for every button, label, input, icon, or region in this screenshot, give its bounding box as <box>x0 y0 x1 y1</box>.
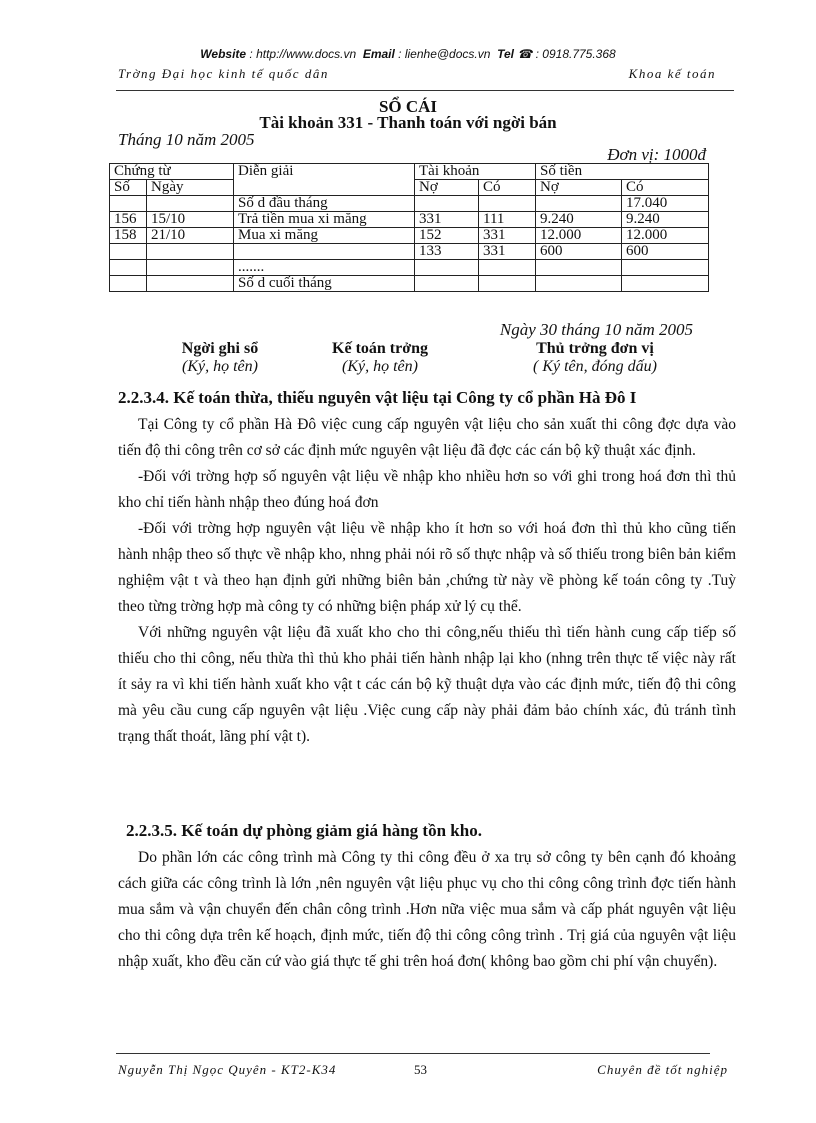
table-cell: 12.000 <box>622 228 709 244</box>
table-cell: 331 <box>415 212 479 228</box>
website-label: Website <box>200 47 247 61</box>
paragraph: Với những nguyên vật liệu đã xuất kho cho thi công,nếu thiếu thì tiến hành cung cấp tiếp số thiếu cho thi công, nếu thừa thì thủ kho phải tiến hành nhập lại kho (nhng trên thực tế việc này rất ít sảy ra vì khi tiến hành xuất kho vật t các cán bộ kỹ thuật dựa vào các định mức, tiến độ thi công mà yêu cầu cung cấp nguyên vật liệu .Việc cung cấp này phải đảm bảo chính xác, đủ tránh tình trạng thất thoát, lãng phí vật t). <box>118 624 736 745</box>
signature-title: Thủ trởng đơn vị <box>536 340 654 357</box>
table-cell <box>147 260 234 276</box>
table-cell <box>479 276 536 292</box>
section-heading-2-2-3-5: 2.2.3.5. Kế toán dự phòng giảm giá hàng tồn kho. <box>126 821 482 840</box>
header-cell: Tài khoản <box>415 164 536 180</box>
table-cell: 21/10 <box>147 228 234 244</box>
signature-title: Ngời ghi sổ <box>181 340 259 357</box>
ledger-subtitle: Tài khoản 331 - Thanh toán với ngời bán <box>259 113 557 132</box>
table-cell: 331 <box>479 228 536 244</box>
section-body-2-2-3-5 <box>118 845 736 975</box>
table-cell <box>110 260 147 276</box>
footer-divider <box>116 1053 710 1054</box>
section-body-2-2-3-4 <box>118 412 736 750</box>
header-cell: Số tiền <box>536 164 709 180</box>
page-number: 53 <box>414 1062 427 1077</box>
table-cell <box>415 260 479 276</box>
table-cell: Mua xi măng <box>234 228 415 244</box>
ledger-month: Tháng 10 năm 2005 <box>118 130 255 149</box>
phone-icon: ☎ <box>517 47 533 61</box>
table-cell <box>110 276 147 292</box>
header-cell: Số <box>110 180 147 196</box>
table-cell: 600 <box>622 244 709 260</box>
signature-subtitle: ( Ký tên, đóng dấu) <box>533 358 657 375</box>
table-cell <box>479 260 536 276</box>
table-row <box>110 244 709 260</box>
table-cell <box>479 196 536 212</box>
website-line <box>0 47 816 61</box>
table-cell: ....... <box>234 260 415 276</box>
table-cell: 9.240 <box>622 212 709 228</box>
header-faculty: Khoa kế toán <box>628 66 716 81</box>
signature-subtitle: (Ký, họ tên) <box>182 358 258 375</box>
table-cell: 111 <box>479 212 536 228</box>
header-cell: Nợ <box>536 180 622 196</box>
table-cell <box>415 196 479 212</box>
header-cell: Ngày <box>147 180 234 196</box>
table-cell <box>147 276 234 292</box>
signature-date: Ngày 30 tháng 10 năm 2005 <box>499 320 693 339</box>
table-cell: 15/10 <box>147 212 234 228</box>
signature-block-recorder <box>160 340 280 376</box>
table-cell <box>234 244 415 260</box>
table-cell: 600 <box>536 244 622 260</box>
table-cell <box>415 276 479 292</box>
footer-thesis-label: Chuyên đề tốt nghiệp <box>597 1062 728 1077</box>
table-row <box>110 212 709 228</box>
table-cell <box>622 260 709 276</box>
table-cell <box>536 276 622 292</box>
table-row <box>110 276 709 292</box>
table-cell: 133 <box>415 244 479 260</box>
table-row <box>110 228 709 244</box>
tel-value: : 0918.775.368 <box>535 47 616 61</box>
ledger-unit: Đơn vị: 1000đ <box>607 145 706 164</box>
table-cell: 156 <box>110 212 147 228</box>
table-cell <box>110 244 147 260</box>
ledger-title: SỔ CÁI <box>378 97 438 116</box>
table-row <box>110 196 709 212</box>
table-cell: Trả tiền mua xi măng <box>234 212 415 228</box>
email-label: Email <box>362 47 395 61</box>
table-cell: Số d cuối tháng <box>234 276 415 292</box>
signature-subtitle: (Ký, họ tên) <box>342 358 418 375</box>
header-cell: Chứng từ <box>110 164 234 180</box>
header-university: Trờng Đại học kinh tế quốc dân <box>118 66 329 81</box>
signature-block-chief-accountant <box>305 340 455 376</box>
table-cell: Số d đầu tháng <box>234 196 415 212</box>
table-cell: 12.000 <box>536 228 622 244</box>
paragraph: Do phần lớn các công trình mà Công ty thi công đều ở xa trụ sở công ty bên cạnh đó khoảng cách giữa các công trình là lớn ,nên nguyên vật liệu phục vụ cho thi công công trình đợc tiến hành mua sắm và vận chuyển đến chân công trình .Hơn nữa việc mua sắm và cấp phát nguyên vật liệu cho thi công dựa trên kế hoạch, định mức, tiến độ thi công công trình . Trị giá của nguyên vật liệu nhập xuất, kho đều căn cứ vào giá thực tế ghi trên hoá đơn( không bao gồm chi phí vận chuyển). <box>118 849 736 970</box>
header-cell: Diễn giải <box>234 164 415 196</box>
table-cell: 9.240 <box>536 212 622 228</box>
table-cell <box>110 196 147 212</box>
table-cell: 158 <box>110 228 147 244</box>
website-value[interactable]: : http://www.docs.vn <box>249 47 357 61</box>
table-cell <box>147 244 234 260</box>
table-row <box>110 260 709 276</box>
paragraph: -Đối với trờng hợp nguyên vật liệu về nhập kho ít hơn so với hoá đơn thì thủ kho cũng tiến hành nhập theo số thực về nhập kho, nhng phải nói rõ số thực nhập và số thiếu trong biên bản kiểm nghiệm vật t và theo hạn định gửi những biên bản ,chứng từ này về phòng kế toán công ty .Tuỳ theo từng trờng hợp mà công ty có những biện pháp xử lý cụ thể. <box>118 520 736 615</box>
table-cell: 331 <box>479 244 536 260</box>
table-header-row <box>110 164 709 180</box>
table-cell: 152 <box>415 228 479 244</box>
header-cell: Có <box>622 180 709 196</box>
header-cell: Nợ <box>415 180 479 196</box>
table-cell <box>536 196 622 212</box>
paragraph: -Đối với trờng hợp số nguyên vật liệu về nhập kho nhiều hơn so với ghi trong hoá đơn thì thủ kho chỉ tiến hành nhập theo đúng hoá đơn <box>118 468 736 511</box>
table-cell <box>622 276 709 292</box>
table-cell <box>536 260 622 276</box>
signature-title: Kế toán trởng <box>332 340 428 357</box>
header-cell: Có <box>479 180 536 196</box>
section-heading-2-2-3-4: 2.2.3.4. Kế toán thừa, thiếu nguyên vật liệu tại Công ty cổ phần Hà Đô I <box>118 388 637 407</box>
email-value[interactable]: : lienhe@docs.vn <box>398 47 491 61</box>
table-cell <box>147 196 234 212</box>
header-divider <box>116 90 734 91</box>
paragraph: Tại Công ty cổ phần Hà Đô việc cung cấp nguyên vật liệu cho sản xuất thi công đợc dựa vào tiến độ thi công trên cơ sở các định mức nguyên vật liệu đã đợc các cán bộ kỹ thuật xác định. <box>118 416 736 459</box>
footer-author: Nguyễn Thị Ngọc Quyên - KT2-K34 <box>118 1062 337 1077</box>
table-cell: 17.040 <box>622 196 709 212</box>
signature-block-director <box>500 340 690 376</box>
ledger-table <box>109 163 709 292</box>
tel-label: Tel <box>497 47 514 61</box>
